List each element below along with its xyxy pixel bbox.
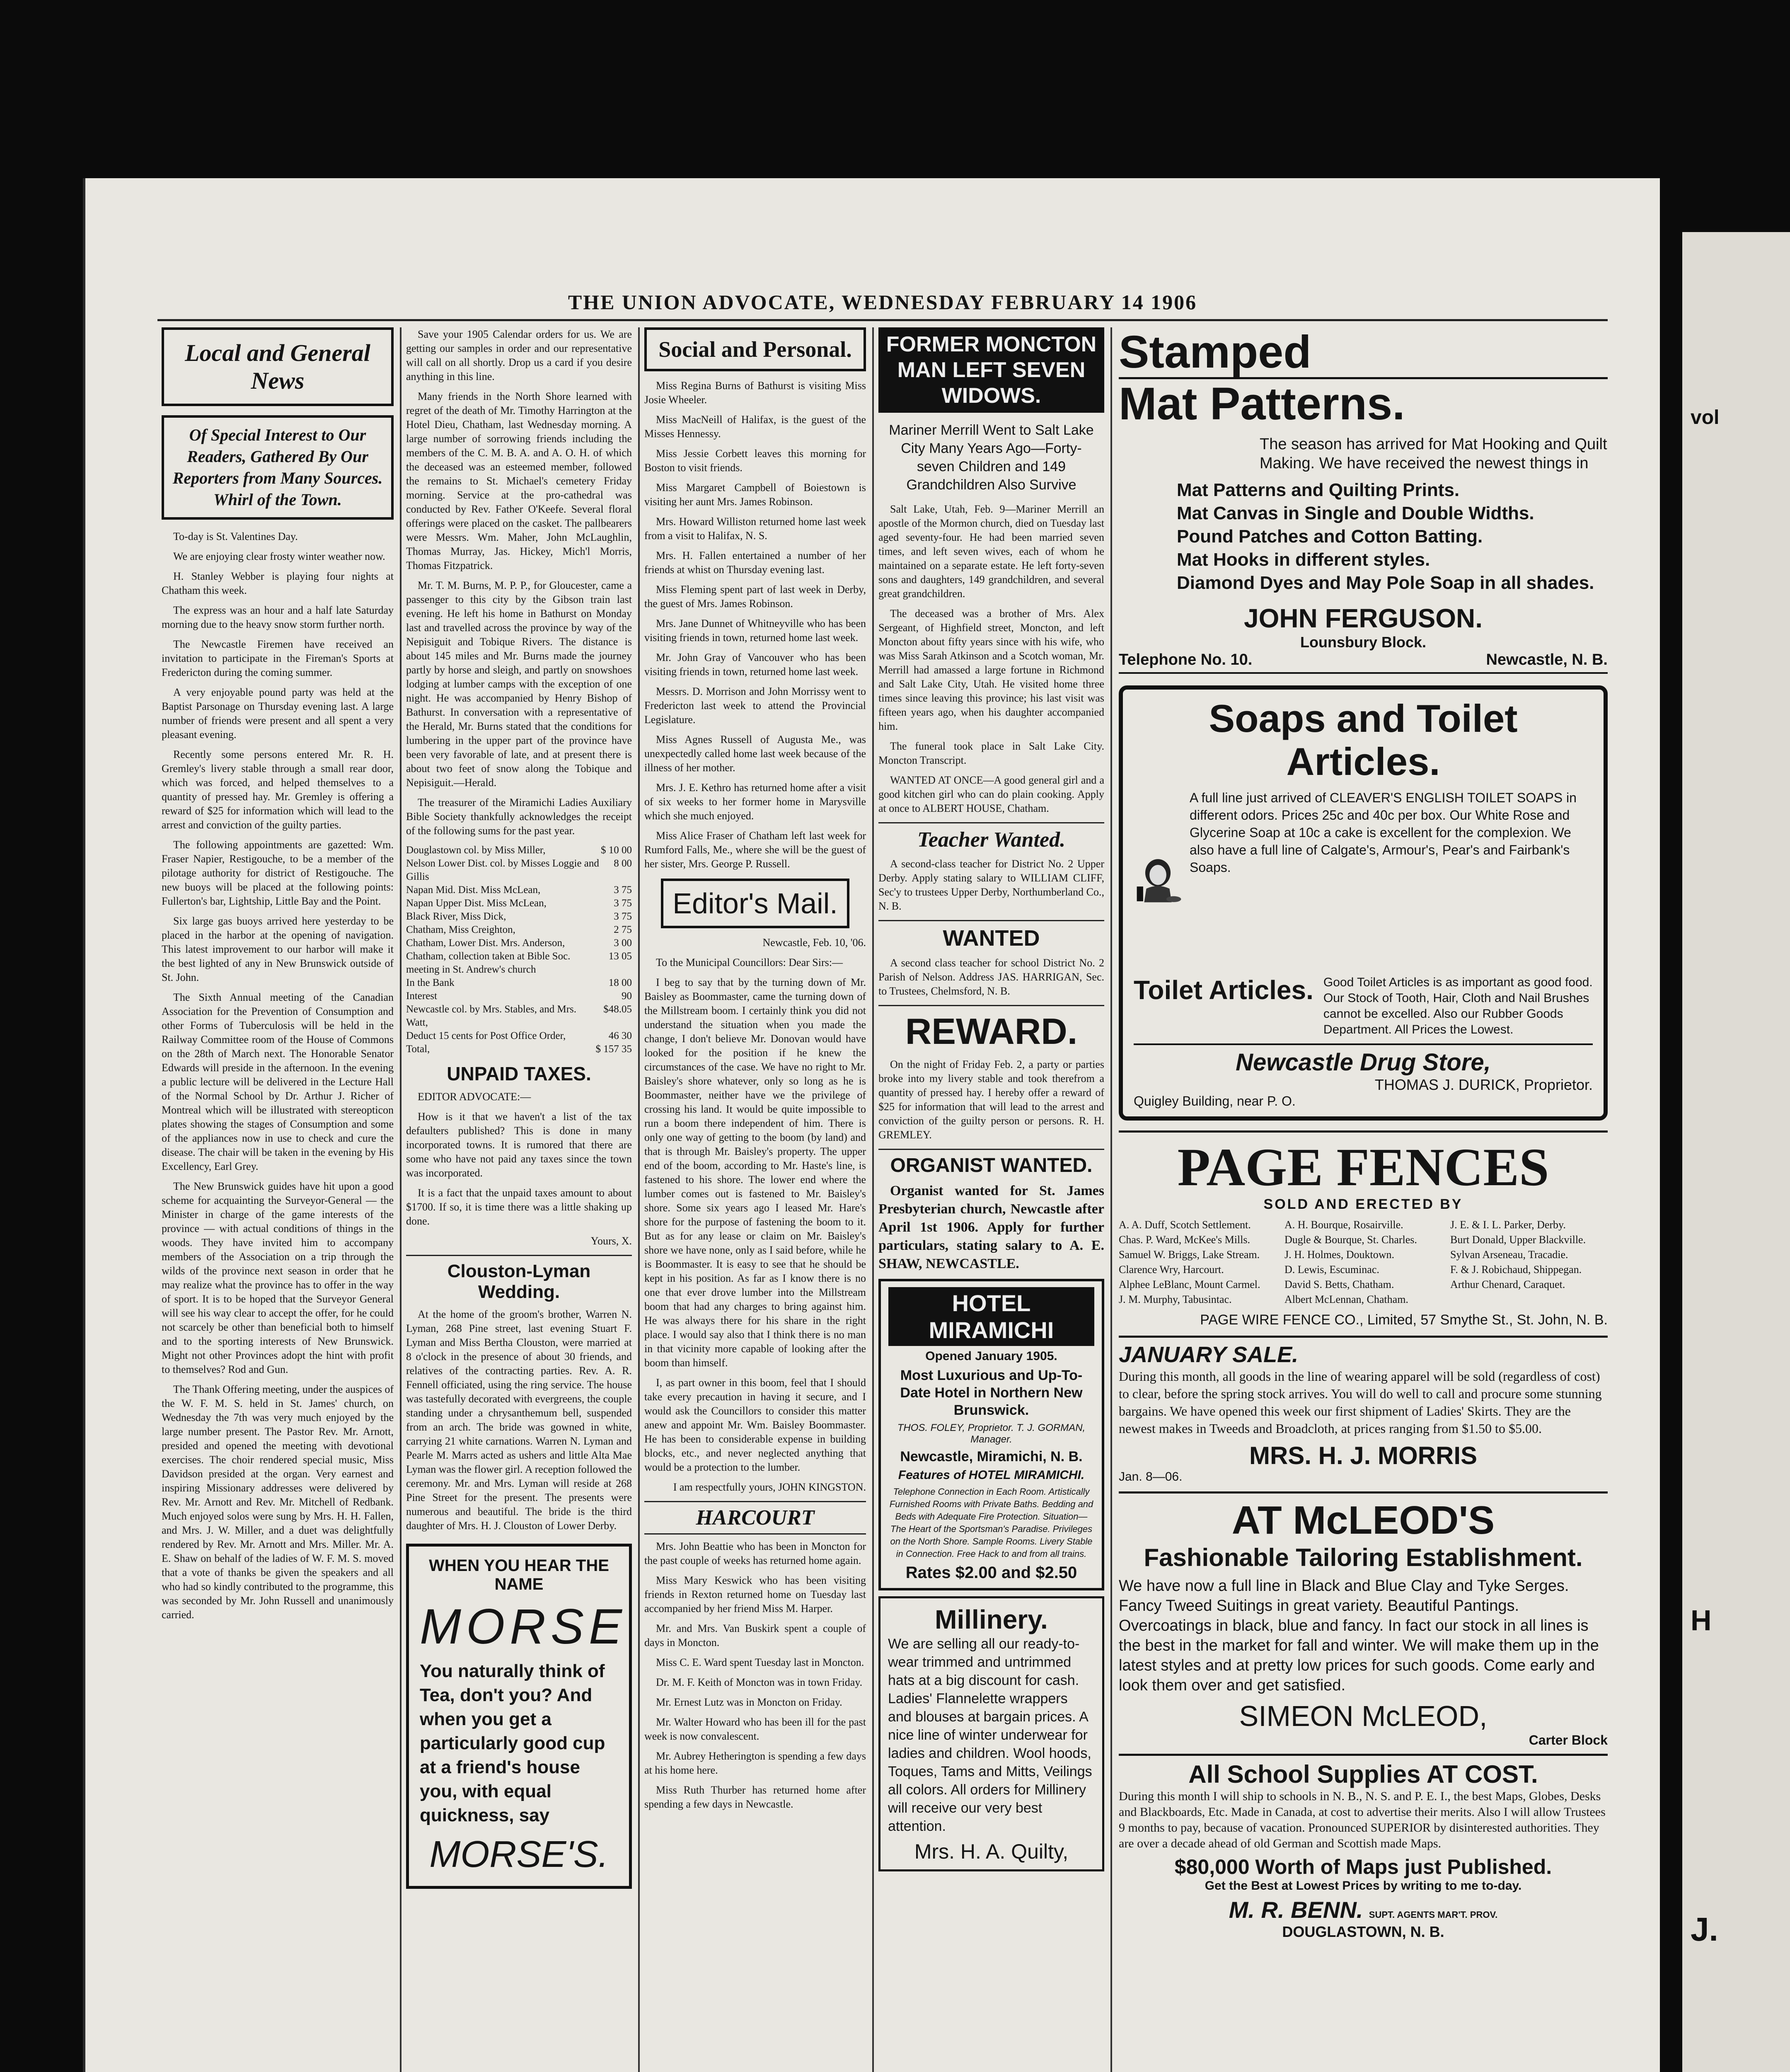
hotel-features: Telephone Connection in Each Room. Artistically Furnished Rooms with Private Baths. Bedding and Beds with Adequate Fire Protection. Situation—The Heart of the Sportsman's Paradise. Privileges on the North Shore. Sample Rooms. Livery Stable in Connection. Free Hack to and from all trains.	[889, 1486, 1093, 1559]
news-paragraph: Six large gas buoys arrived here yesterday to be placed in the harbor at the opening of navigation. This latest improvement to our harbor will make it the best lighted of any in New Brunswick outside of St. John.	[162, 915, 394, 983]
donation-row	[406, 1003, 632, 1029]
morris-date: Jan. 8—06.	[1119, 1470, 1183, 1484]
donation-amount: $ 157 35	[595, 1043, 632, 1055]
morse-line1: WHEN YOU HEAR THE NAME	[429, 1556, 609, 1593]
social-paragraph: Mrs. Jane Dunnet of Whitneyville who has been visiting friends in town, returned home last week.	[644, 617, 866, 644]
hotel-name: HOTEL MIRAMICHI	[888, 1287, 1094, 1346]
editor-salutation: To the Municipal Councillors: Dear Sirs:—	[656, 956, 843, 968]
news-paragraph: A very enjoyable pound party was held at the Baptist Parsonage on Thursday evening last. A large number of friends were present and all spent a very pleasant evening.	[162, 686, 394, 741]
mat-item: Pound Patches and Cotton Batting.	[1177, 526, 1483, 547]
school-supplies-text: During this month I will ship to schools in N. B., N. S. and P. E. I., the best Maps, Globes, Desks and Blackboards, Etc. Made in Canada, at cost to advertise their merits. Also I will allow Trustees 9 months to pay, because of vacation. Pronounced SUPERIOR by disinterested authorities. They are over a decade ahead of old German and Scottish made Maps.	[1119, 1789, 1606, 1850]
news-paragraph: We are enjoying clear frosty winter weather now.	[173, 550, 385, 562]
morse-brand: MORSE'S.	[429, 1834, 609, 1875]
benn-signature	[1119, 1896, 1608, 1923]
unpaid-taxes-signature: Yours, X.	[590, 1235, 632, 1247]
harcourt-paragraph: Mr. and Mrs. Van Buskirk spent a couple of days in Moncton.	[644, 1622, 866, 1648]
mcleod-title: AT McLEOD'S	[1231, 1498, 1495, 1542]
column-four	[878, 327, 1104, 2072]
donation-row	[406, 844, 632, 857]
news-paragraph: The Sixth Annual meeting of the Canadian Association for the Prevention of Consumption and other Forms of Tuberculosis will be held in the Railway Committee room of the House of Commons on the 28th of March next. The Honorable Senator Edwards will preside in the afternoon. In the evening a public lecture will be delivered in the Lecture Hall of the Normal School by Dr. Arthur J. Richer of Montreal which will be illustrated with stereopticon plates showing the stages of Consumption and some of the appliances now in use to check and cure the disease. The chair will be taken in the evening by His Excellency, Earl Grey.	[162, 991, 394, 1172]
donation-amount: $48.05	[603, 1004, 632, 1015]
reward-text: On the night of Friday Feb. 2, a party or parties broke into my livery stable and took therefrom a quantity of pressed hay. I hereby offer a reward of $25 for information that will lead to the arrest and conviction of the guilty person or persons. R. H. GREMLEY.	[878, 1058, 1104, 1141]
column-rule	[400, 327, 402, 2072]
mat-item: Mat Hooks in different styles.	[1177, 549, 1430, 570]
wedding-paragraph: At the home of the groom's brother, Warren N. Lyman, 268 Pine street, last evening Stuart F. Lyman and Miss Bertha Clouston, were married at 8 o'clock in the presence of about 30 friends, and relatives of the contracting parties. Rev. A. R. Fennell officiated, using the ring service. The house was tastefully decorated with evergreens, the couple standing under a chrysanthemum bell, suspended from an arch. The bride was gowned in white, carrying 21 white carnations. Warren N. Lyman and Pearle M. Marrs acted as ushers and little Alta Mae Lyman was the flower girl. A reception followed the ceremony. Mr. and Mrs. Lyman will reside at 268 Pine Street for the present. The presents were numerous and beautiful. The bride is the third daughter of Mrs. H. J. Clouston of Lower Derby.	[406, 1308, 632, 1532]
millinery-signature: Mrs. H. A. Quilty,	[914, 1840, 1069, 1863]
douglastown: DOUGLASTOWN, N. B.	[1282, 1923, 1444, 1940]
social-paragraph: Miss Alice Fraser of Chatham left last week for Rumford Falls, Me., where she will be the guest of her sister, Mrs. George P. Russell.	[644, 830, 866, 870]
harcourt-paragraph: Mr. Ernest Lutz was in Moncton on Friday.	[656, 1696, 842, 1708]
donation-name: Chatham, collection taken at Bible Soc. meeting in St. Andrew's church	[406, 951, 571, 975]
wanted-text: A second class teacher for school District No. 2 Parish of Nelson. Address JAS. HARRIGAN, Sec. to Trustees, Chelmsford, N. B.	[878, 957, 1104, 997]
morse-tea-ad	[406, 1544, 632, 1889]
donation-amount: $ 10 00	[601, 845, 632, 856]
local-news-subtitle: Of Special Interest to Our Readers, Gathered By Our Reporters from Many Sources. Whirl of the Town.	[162, 415, 394, 520]
toilet-row	[1134, 975, 1593, 1038]
column-rule	[1110, 327, 1112, 2072]
news-paragraph: Mr. T. M. Burns, M. P. P., for Gloucester, came a passenger to this city by the Gibson train last evening. He left his home in Bathurst on Monday last and travelled across the province by way of the Nepisiguit and Tobique Rivers. The distance is about 145 miles and Mr. Burns made the journey partly by horse and sleigh, and partly on snowshoes lodging at lumber camps with the exception of one night. He was accompanied by Henry Bishop of Bathurst. In conversation with a representative of the Herald, Mr. Burns stated that the conditions for lumbering in the upper part of the province have been very favorable of late, and at present there is about two feet of snow along the Tobique and Nepisiguit.—Herald.	[406, 579, 632, 789]
mat-intro: The season has arrived for Mat Hooking and Quilt Making. We have received the newest things in	[1260, 436, 1607, 472]
hotel-location: Newcastle, Miramichi, N. B.	[900, 1449, 1083, 1464]
editor-date: Newcastle, Feb. 10, '06.	[762, 937, 866, 949]
donation-name: Chatham, Miss Creighton,	[406, 924, 515, 935]
editor-signature: I am respectfully yours, JOHN KINGSTON.	[673, 1481, 866, 1493]
mcleod-text: We have now a full line in Black and Blue Clay and Tyke Serges. Fancy Tweed Suitings in great variety. Beautiful Pantings. Overcoatings in black, blue and fancy. In fact our stock in all lines is the best in the market for fall and winter. We will make them up in the latest styles and at pretty low prices for such goods. Come early and look them over and get satisfied.	[1119, 1577, 1599, 1694]
harcourt-title: HARCOURT	[644, 1501, 866, 1535]
column-advertisements	[1119, 327, 1608, 2072]
harcourt-paragraph: Miss C. E. Ward spent Tuesday last in Moncton.	[656, 1656, 864, 1668]
morse-name: MORSE	[420, 1599, 627, 1654]
social-paragraph: Mrs. Howard Williston returned home last week from a visit to Halifax, N. S.	[644, 516, 866, 542]
strip-text-h: H	[1691, 1604, 1712, 1636]
page-fences-title: PAGE FENCES	[1177, 1138, 1549, 1197]
masthead-rule	[157, 319, 1608, 321]
fence-dealer: Alphee LeBlanc, Mount Carmel.	[1119, 1278, 1260, 1290]
woman-washing-illustration	[1134, 789, 1182, 971]
fence-dealer: Dugle & Bourque, St. Charles.	[1284, 1234, 1417, 1246]
editor-paragraph: I, as part owner in this boom, feel that I should take every precaution in having it secure, and I would ask the Councillors to consider this matter anew and appoint Mr. Wm. Baisley Boommaster. He has been to considerable expense in building blocks, etc., and never neglected anything that would be a protection to the lumber.	[644, 1377, 866, 1473]
drug-store-proprietor: THOMAS J. DURICK, Proprietor.	[1374, 1076, 1593, 1093]
donation-row	[406, 910, 632, 923]
benn-name: M. R. BENN.	[1229, 1897, 1363, 1923]
donation-name: In the Bank	[406, 977, 455, 988]
social-paragraph: Miss Regina Burns of Bathurst is visiting Miss Josie Wheeler.	[644, 380, 866, 406]
donation-amount: 8 00	[614, 858, 632, 869]
donation-name: Interest	[406, 990, 437, 1002]
unpaid-taxes-paragraph: How is it that we haven't a list of the tax defaulters published? This is done in many incorporated towns. It is rumored that there are some who have not paid any taxes since the town was incorporated.	[406, 1111, 632, 1179]
best-prices-line: Get the Best at Lowest Prices by writing to me to-day.	[1205, 1879, 1522, 1893]
social-paragraph: Miss Fleming spent part of last week in Derby, the guest of Mrs. James Robinson.	[644, 583, 866, 610]
ferguson-contact-row	[1119, 651, 1608, 674]
fence-dealer: Chas. P. Ward, McKee's Mills.	[1119, 1234, 1250, 1246]
donation-name: Deduct 15 cents for Post Office Order,	[406, 1030, 566, 1041]
january-sale-ad	[1119, 1336, 1608, 1484]
column-social	[644, 327, 866, 2072]
social-paragraph: Miss Agnes Russell of Augusta Me., was unexpectedly called home last week because of the illness of her mother.	[644, 733, 866, 774]
moncton-subhead: Mariner Merrill Went to Salt Lake City Many Years Ago—Forty-seven Children and 149 Grandchildren Also Survive	[889, 422, 1094, 493]
lounsbury-block: Lounsbury Block.	[1300, 634, 1427, 651]
millinery-ad	[878, 1596, 1104, 1871]
harcourt-paragraph: Miss Ruth Thurber has returned home after spending a few days in Newcastle.	[644, 1784, 866, 1810]
fence-dealer: David S. Betts, Chatham.	[1284, 1278, 1394, 1290]
donation-name: Newcastle col. by Mrs. Stables, and Mrs. Watt,	[406, 1004, 577, 1028]
unpaid-taxes-title: UNPAID TAXES.	[447, 1063, 591, 1084]
donation-amount: 90	[622, 990, 632, 1002]
hotel-opened: Opened January 1905.	[925, 1349, 1057, 1363]
moncton-paragraph: The deceased was a brother of Mrs. Alex Sergeant, of Highfield street, Moncton, and left Moncton about fifty years since with his wife, who was Miss Sarah Atkinson and a Scotch woman, Mr. Merrill had amassed a large fortune in Richmond and Salt Lake City, Utah. He visited home three times since leaving this province; his last visit was fifteen years ago, when his daughter accompanied him.	[878, 608, 1104, 732]
teacher-wanted-title: Teacher Wanted.	[878, 822, 1104, 852]
ferguson-name: JOHN FERGUSON.	[1243, 603, 1483, 633]
donation-row	[406, 976, 632, 990]
hotel-proprietors: THOS. FOLEY, Proprietor. T. J. GORMAN, Manager.	[897, 1422, 1086, 1445]
social-paragraph: Miss Jessie Corbett leaves this morning for Boston to visit friends.	[644, 448, 866, 474]
news-paragraph: Save your 1905 Calendar orders for us. We are getting our samples in order and our representative will call on all shortly. Drop us a card if you desire anything in this line.	[406, 328, 632, 382]
donation-amount: 46 30	[608, 1030, 632, 1041]
donation-row	[406, 950, 632, 976]
fence-dealer: Samuel W. Briggs, Lake Stream.	[1119, 1249, 1260, 1261]
social-paragraph: Miss Margaret Campbell of Boiestown is visiting her aunt Mrs. James Robinson.	[644, 482, 866, 508]
fence-dealer: A. A. Duff, Scotch Settlement.	[1119, 1219, 1251, 1231]
news-paragraph: The Thank Offering meeting, under the auspices of the W. F. M. S. held in St. James' church, on Wednesday the 7th was very much enjoyed by the large number present. The Pastor Rev. Mr. Arnott, presided and opened the meeting with devotional exercises. The choir rendered special music, Miss Davidson presided at the organ. Very earnest and inspiring Missionary addresses were delivered by Rev. Mr. Arnott and Rev. Mr. Mitchell of Redbank. Much enjoyed solos were sung by Mrs. H. H. Fallen, and Mrs. J. W. Miller, and a duet was delightfully rendered by Rev. Mr. Arnott and Mrs. Miller. Mr. A. E. Shaw on behalf of the ladies of W. F. M. S. moved that a vote of thanks be given the speakers and all who had so kindly contributed to the programme, this was seconded by Mr. John Russell and unanimously carried.	[162, 1383, 394, 1621]
unpaid-taxes-paragraph: It is a fact that the unpaid taxes amount to about $1700. If so, it is time there was a little shaking up done.	[406, 1187, 632, 1227]
local-news-paragraphs	[162, 530, 394, 1622]
toilet-text: Good Toilet Articles is as important as good food. Our Stock of Tooth, Hair, Cloth and Nail Brushes cannot be excelled. Also our Rubber Goods Department. All Prices the Lowest.	[1323, 975, 1593, 1036]
adjacent-page-strip	[1682, 232, 1790, 2072]
fence-dealer: J. H. Holmes, Douktown.	[1284, 1249, 1395, 1261]
benn-title: SUPT. AGENTS MAR'T. PROV.	[1369, 1910, 1498, 1920]
fence-dealer: J. M. Murphy, Tabusintac.	[1119, 1293, 1232, 1305]
social-paragraph: Mr. John Gray of Vancouver who has been visiting friends in town, returned home last week.	[644, 651, 866, 678]
wedding-title: Clouston-Lyman Wedding.	[406, 1255, 632, 1302]
news-paragraph: The following appointments are gazetted: Wm. Fraser Napier, Restigouche, to be a member of the pilotage authority for district of Restigouche. The new buoys will be placed at the following points: Fullerton's bar, Lightship, Little Bay and the Point.	[162, 839, 394, 907]
donation-amount: 18 00	[608, 977, 632, 988]
fence-dealer: J. E. & I. L. Parker, Derby.	[1450, 1219, 1566, 1231]
morris-name: MRS. H. J. MORRIS	[1249, 1442, 1478, 1469]
donation-name: Napan Upper Dist. Miss McLean,	[406, 898, 547, 909]
mat-item: Mat Patterns and Quilting Prints.	[1177, 480, 1460, 500]
donation-amount: 2 75	[614, 924, 632, 935]
reward-title: REWARD.	[878, 1005, 1104, 1053]
donation-row	[406, 897, 632, 910]
organist-title: ORGANIST WANTED.	[878, 1149, 1104, 1177]
drug-store-ad	[1119, 685, 1608, 1121]
news-paragraph: The express was an hour and a half late Saturday morning due to the heavy snow storm further north.	[162, 604, 394, 630]
harcourt-paragraph: Dr. M. F. Keith of Moncton was in town Friday.	[656, 1676, 863, 1688]
harcourt-paragraph: Mrs. John Beattie who has been in Moncton for the past couple of weeks has returned home again.	[644, 1540, 866, 1566]
donation-row	[406, 884, 632, 897]
fence-dealer: F. & J. Robichaud, Shippegan.	[1450, 1264, 1582, 1276]
drug-store-address: Quigley Building, near P. O.	[1134, 1094, 1296, 1109]
donation-amount: 3 75	[614, 884, 632, 896]
mat-item: Diamond Dyes and May Pole Soap in all shades.	[1177, 573, 1594, 593]
drug-store-name: Newcastle Drug Store,	[1134, 1043, 1593, 1076]
donation-name: Nelson Lower Dist. col. by Misses Loggie and Gillis	[406, 858, 599, 882]
news-paragraph: To-day is St. Valentines Day.	[173, 530, 298, 542]
hotel-miramichi-ad	[878, 1279, 1104, 1590]
wanted-girl-ad: WANTED AT ONCE—A good general girl and a good kitchen girl who can do plain cooking. Apply at once to ALBERT HOUSE, Chatham.	[878, 774, 1104, 814]
harcourt-paragraph: Mr. Aubrey Hetherington is spending a few days at his home here.	[644, 1750, 866, 1776]
mat-items	[1177, 479, 1608, 595]
soaps-text: A full line just arrived of CLEAVER'S ENGLISH TOILET SOAPS in different odors. Prices 25c and 40c per box. Our White Rose and Glycerine Soap at 10c a cake is excellent for the complexion. We also have a full line of Calgate's, Armour's, Pear's and Fairbank's Soaps.	[1190, 790, 1577, 875]
social-paragraph: Mrs. J. E. Kethro has returned home after a visit of six weeks to her former home in Marysville which she much enjoyed.	[644, 782, 866, 822]
moncton-headline: FORMER MONCTON MAN LEFT SEVEN WIDOWS.	[878, 327, 1104, 413]
toilet-title: Toilet Articles.	[1134, 975, 1313, 1005]
soaps-body	[1134, 789, 1593, 971]
column-local-news	[162, 327, 394, 2072]
harcourt-paragraph: Mr. Walter Howard who has been ill for the past week is now convalescent.	[644, 1716, 866, 1742]
donations-list	[406, 844, 632, 1056]
moncton-paragraph: Salt Lake, Utah, Feb. 9—Mariner Merrill an apostle of the Mormon church, died on Tuesday last aged seventy-four. He had been married seven times, and left seven wives, each of whom he maintained on a separate estate. He left forty-seven sons and daughters, 149 grandchildren, and several great grandchildren.	[878, 503, 1104, 600]
fence-dealer: Sylvan Arseneau, Tracadie.	[1450, 1249, 1568, 1261]
soaps-title: Soaps and Toilet Articles.	[1209, 697, 1518, 783]
hotel-features-title: Features of HOTEL MIRAMICHI.	[898, 1468, 1085, 1482]
column-two	[406, 327, 632, 2072]
donation-name: Douglastown col. by Miss Miller,	[406, 845, 546, 856]
news-paragraph: H. Stanley Webber is playing four nights at Chatham this week.	[162, 570, 394, 596]
page-wire-company: PAGE WIRE FENCE CO., Limited, 57 Smythe St., St. John, N. B.	[1200, 1312, 1608, 1328]
strip-text-vol: vol	[1691, 407, 1720, 428]
editors-mail-title: Editor's Mail.	[661, 879, 849, 928]
donation-row	[406, 1043, 632, 1056]
unpaid-taxes-paragraph: EDITOR ADVOCATE:—	[418, 1091, 531, 1103]
fence-dealer: Burt Donald, Upper Blackville.	[1450, 1234, 1586, 1246]
teacher-wanted-text: A second-class teacher for District No. 2 Upper Derby. Apply stating salary to WILLIAM CLIFF, Sec'y to trustees Upper Derby, Northumberland Co., N. B.	[878, 858, 1104, 912]
morse-body: You naturally think of Tea, don't you? And when you get a particularly good cup at a friend's house you, with equal quickness, say	[420, 1661, 605, 1825]
wanted-title: WANTED	[878, 920, 1104, 951]
news-paragraph: The New Brunswick guides have hit upon a good scheme for acquainting the Surveyor-General — the Minister in charge of the game interests of the province — with actual conditions of things in the woods. They have invited him to accompany members of the Association on a trip through the wilds of the province next season in order that he may realize what the province has to offer in the way of sport. It is to be hoped that the Surveyor General will see his way clear to accept the offer, for he could not scarcely be other than beneficial both to himself and to the sporting interests of New Brunswick. Might not other Provinces adopt the hint with profit to themselves? Rod and Gun.	[162, 1180, 394, 1375]
hotel-tagline: Most Luxurious and Up-To-Date Hotel in Northern New Brunswick.	[900, 1368, 1083, 1418]
harcourt-paragraph: Miss Mary Keswick who has been visiting friends in Rexton returned home on Tuesday last accompanied by her friend Miss M. Harper.	[644, 1574, 866, 1615]
school-supplies-ad	[1119, 1754, 1608, 1941]
donation-name: Total,	[406, 1043, 430, 1055]
ferguson-location: Newcastle, N. B.	[1486, 651, 1608, 668]
mcleod-subtitle: Fashionable Tailoring Establishment.	[1144, 1544, 1583, 1571]
carter-block: Carter Block	[1529, 1733, 1608, 1748]
local-news-title: Local and General News	[162, 327, 394, 406]
fence-dealer: Arthur Chenard, Caraquet.	[1450, 1278, 1565, 1290]
social-paragraph: Messrs. D. Morrison and John Morrissy went to Fredericton last week to attend the Provincial Legislature.	[644, 685, 866, 726]
millinery-text: We are selling all our ready-to-wear trimmed and untrimmed hats at a big discount for cash. Ladies' Flannelette wrappers and blouses at bargain prices. A nice line of winter underwear for ladies and children. Wool hoods, Toques, Tams and Mitts, Veilings all colors. All orders for Millinery will receive our very best attention.	[888, 1636, 1092, 1834]
donation-name: Chatham, Lower Dist. Mrs. Anderson,	[406, 937, 565, 949]
social-paragraph: Mrs. H. Fallen entertained a number of her friends at whist on Thursday evening last.	[644, 549, 866, 576]
page-fences-ad	[1119, 1130, 1608, 1328]
fence-dealer: A. H. Bourque, Rosairville.	[1284, 1219, 1403, 1231]
news-paragraph: The treasurer of the Miramichi Ladies Auxiliary Bible Society thankfully acknowledges the receipt of the following sums for the past year.	[406, 796, 632, 837]
january-sale-title: JANUARY SALE.	[1119, 1342, 1299, 1367]
donation-amount: 3 00	[614, 937, 632, 949]
donation-name: Napan Mid. Dist. Miss McLean,	[406, 884, 541, 896]
masthead: THE UNION ADVOCATE, WEDNESDAY FEBRUARY 14 1906	[568, 290, 1197, 314]
fence-dealers	[1119, 1218, 1608, 1306]
moncton-paragraph: The funeral took place in Salt Lake City. Moncton Transcript.	[878, 740, 1104, 766]
january-sale-text: During this month, all goods in the line of wearing apparel will be sold (regardless of cost) to clear, before the spring stock arrives. You will do well to call and procure some stunning bargains. We have opened this week our first shipment of Ladies' Skirts. They are the newest makes in Tweeds and Broadcloth, at prices ranging from $1.50 to $5.00.	[1119, 1369, 1602, 1436]
mat-item: Mat Canvas in Single and Double Widths.	[1177, 503, 1534, 523]
strip-text-j: J.	[1691, 1911, 1718, 1948]
donation-row	[406, 937, 632, 950]
social-personal-title: Social and Personal.	[644, 327, 866, 371]
donation-amount: 3 75	[614, 898, 632, 909]
donation-row	[406, 990, 632, 1003]
fence-dealer: D. Lewis, Escuminac.	[1284, 1264, 1379, 1276]
news-paragraph: Many friends in the North Shore learned with regret of the death of Mr. Timothy Harrington at the Hotel Dieu, Chatham, last Wednesday morning. A large number of sorrowing friends including the members of the C. M. B. A. and A. O. H. of which the deceased was an esteemed member, followed the remains to St. Michael's cemetery Friday morning. Service at the pro-cathedral was conducted by Rev. Father O'Keefe. Several floral offerings were placed on the casket. The pallbearers were Messrs. Wm. Maher, John McLaughlin, Thomas Murray, Jas. Hickey, Mich'l Morris, Thomas Fitzpatrick.	[406, 390, 632, 571]
simeon-mcleod: SIMEON McLEOD,	[1239, 1700, 1488, 1732]
fence-dealer: Clarence Wry, Harcourt.	[1119, 1264, 1224, 1276]
mat-patterns-heading: Mat Patterns.	[1119, 377, 1608, 429]
maps-line: $80,000 Worth of Maps just Published.	[1174, 1855, 1552, 1878]
column-rule	[638, 327, 640, 2072]
donation-row	[406, 923, 632, 937]
ferguson-telephone: Telephone No. 10.	[1119, 651, 1253, 668]
news-paragraph: Recently some persons entered Mr. R. H. Gremley's livery stable through a small rear door, which was forced, and helped themselves to a quantity of pressed hay. Mr. Gremley is offering a reward of $25 for information which will lead to the arrest and conviction of the guilty parties.	[162, 748, 394, 831]
social-paragraph: Miss MacNeill of Halifax, is the guest of the Misses Hennessy.	[644, 414, 866, 440]
fence-dealer: Albert McLennan, Chatham.	[1284, 1293, 1408, 1305]
donation-row	[406, 1029, 632, 1043]
stamped-heading: Stamped	[1119, 327, 1311, 378]
organist-text: Organist wanted for St. James Presbyterian church, Newcastle after April 1st 1906. Apply for further particulars, stating salary to A. E. SHAW, NEWCASTLE.	[878, 1183, 1104, 1271]
column-rule	[872, 327, 874, 2072]
sold-erected-by: SOLD AND ERECTED BY	[1263, 1196, 1463, 1212]
fence-dealer	[1450, 1293, 1608, 1306]
donation-amount: 3 75	[614, 911, 632, 922]
mcleod-tailoring-ad	[1119, 1491, 1608, 1748]
hotel-rates: Rates $2.00 and $2.50	[905, 1564, 1077, 1582]
school-supplies-title: All School Supplies AT COST.	[1188, 1760, 1538, 1788]
donation-amount: 13 05	[608, 951, 632, 962]
news-paragraph: The Newcastle Firemen have received an invitation to participate in the Fireman's Sports at Fredericton during the coming summer.	[162, 638, 394, 678]
millinery-title: Millinery.	[935, 1605, 1048, 1634]
donation-name: Black River, Miss Dick,	[406, 911, 506, 922]
editor-paragraph: I beg to say that by the turning down of Mr. Baisley as Boommaster, came the turning down of the Millstream boom. I certainly think you did not understand the situation when you made the change, I don't believe Mr. Donovan would have looked for the position if he knew the circumstances of the case. We have no right to Mr. Baisley's shore whatever, only so long as he is Boommaster, neither have we the privilege of crossing his land. It would be quite impossible to run a boom there independent of him. There is only one way of getting to the boom (by land) and that is through Mr. Baisley's property. The upper end of the boom, according to Mr. Haste's line, is fastened to his shore. The lower end where the lumber comes out is fastened to Mr. Baisley's shore. Some six years ago I leased Mr. Hare's shore for the purpose of fastening the boom to it. But as for any lease or claim on Mr. Baisley's shore we have none, only as I said before, while he is Boommaster. It is easy to see that he should be kept in his position. As far as I know there is no one that ever drove lumber into the Millstream boom that had any charges to bring against him. He was always there for his share in the right place. I would say also that I think there is no man in that vicinity more capable of looking after the boom than himself.	[644, 976, 866, 1369]
donation-row	[406, 857, 632, 884]
